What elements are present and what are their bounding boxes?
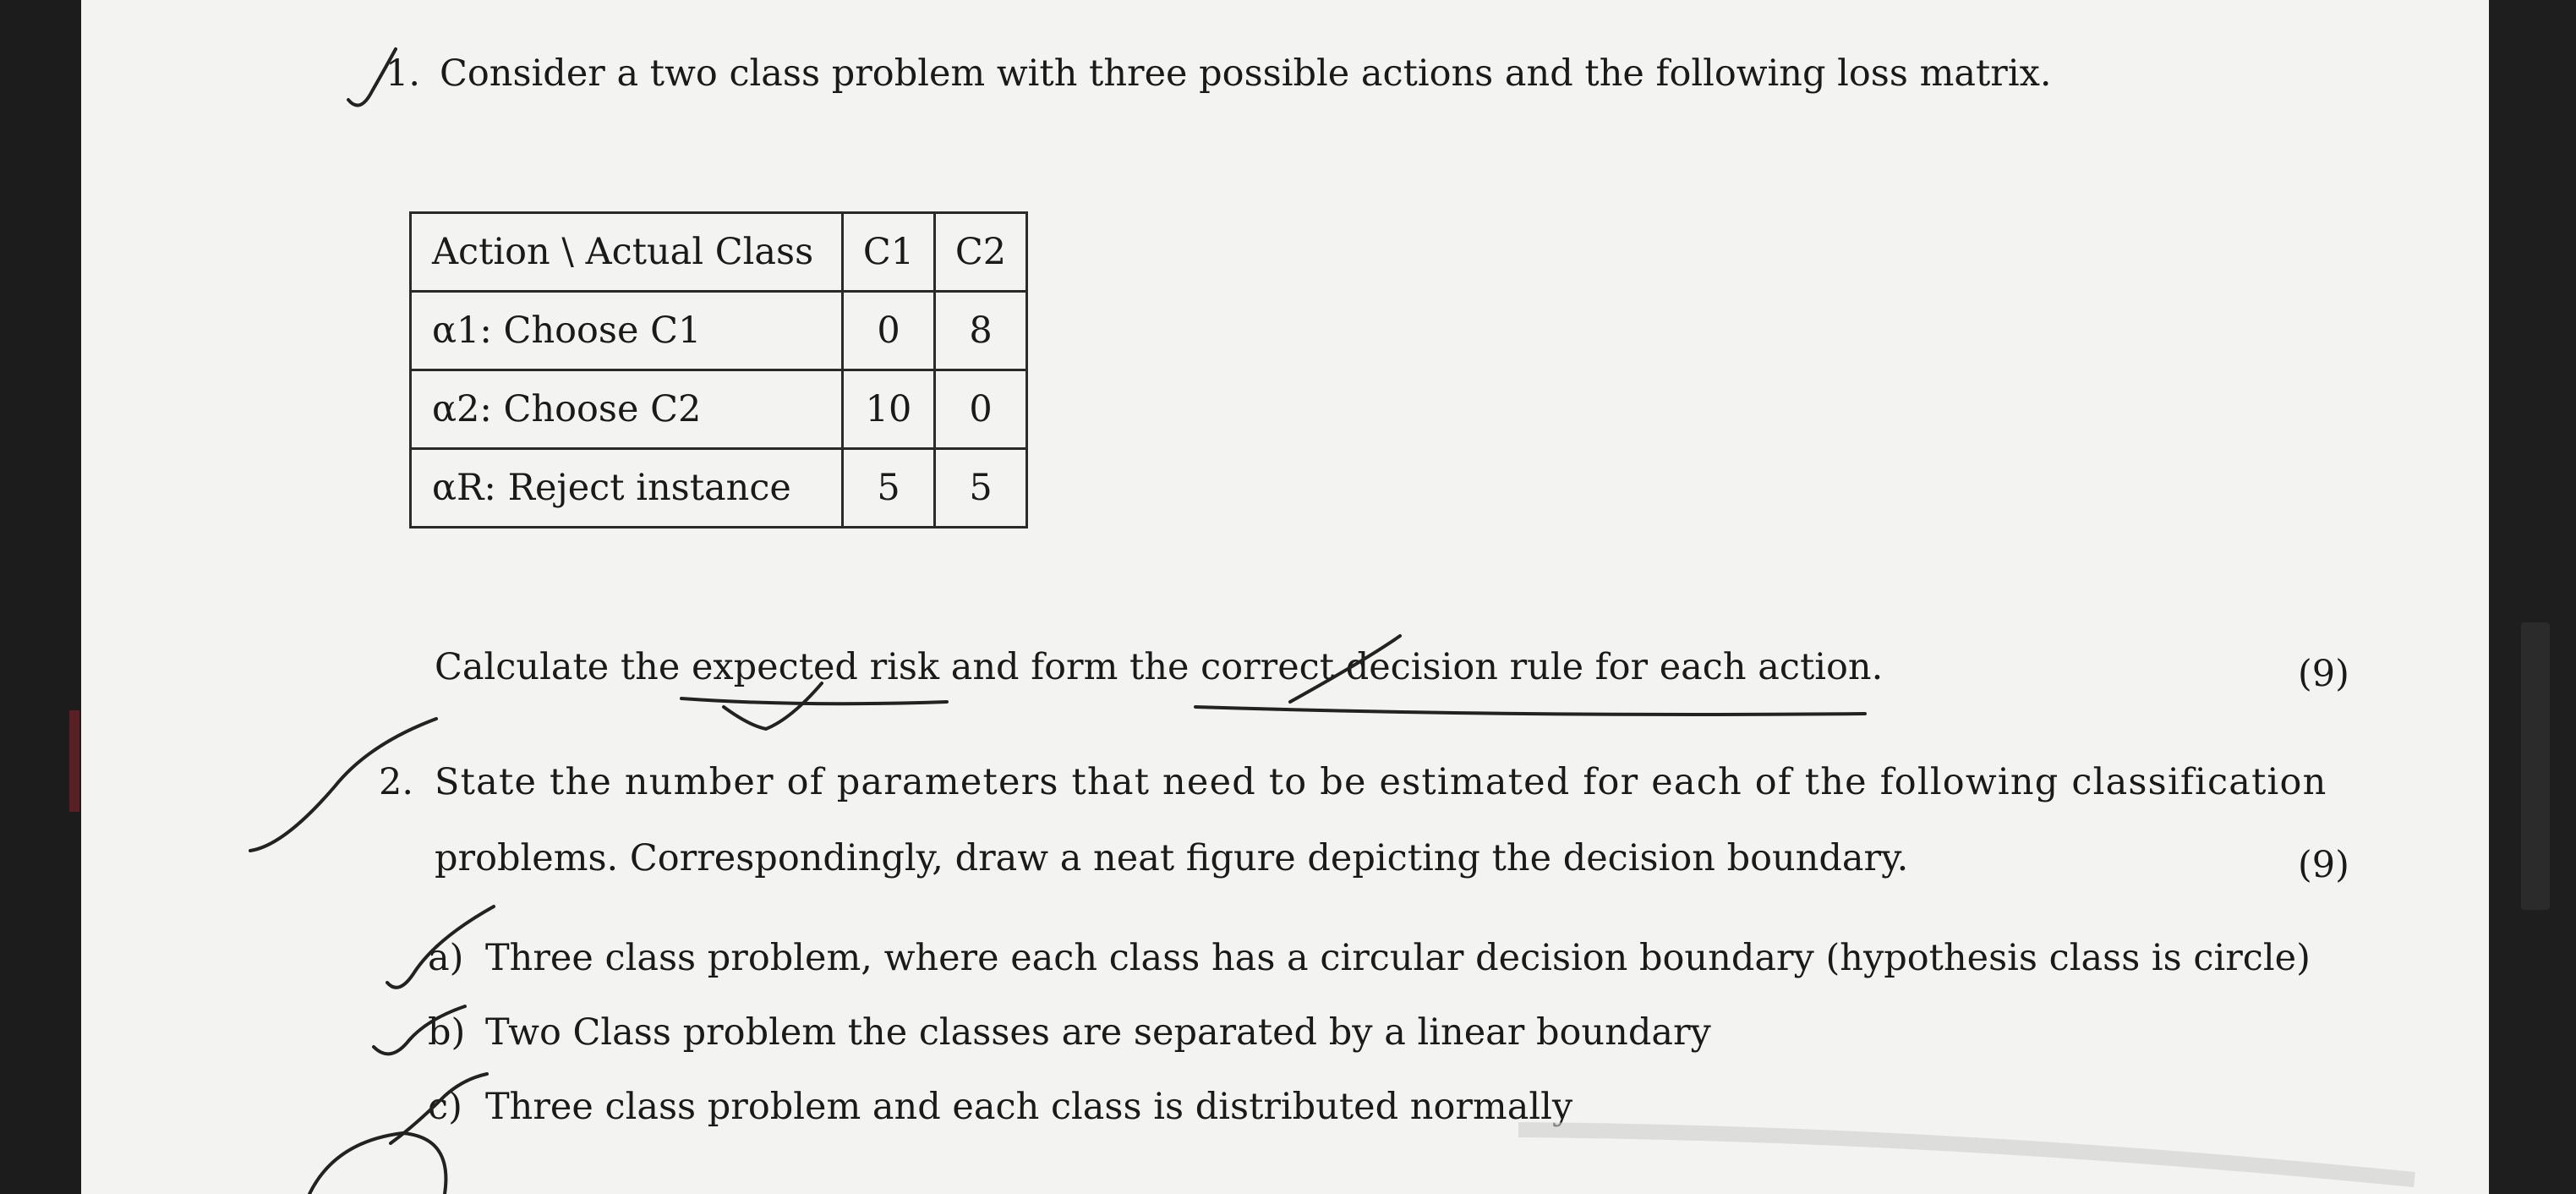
action-cell: αR: Reject instance	[411, 449, 843, 528]
loss-cell: 5	[935, 449, 1027, 528]
loss-cell: 5	[843, 449, 935, 528]
question-2-line-1: State the number of parameters that need to be estimated for each of the following classification	[435, 761, 2327, 803]
loss-cell: 10	[843, 370, 935, 449]
underline-decision-rule	[1195, 707, 1865, 715]
slash-correct	[1290, 636, 1400, 702]
check-mark-q1	[348, 49, 396, 106]
loss-cell: 0	[843, 292, 935, 370]
circle-scribble	[309, 1133, 446, 1194]
action-cell: α2: Choose C2	[411, 370, 843, 449]
part-b-label: b)	[428, 1011, 466, 1054]
part-b-text: Two Class problem the classes are separated by a linear boundary	[485, 1011, 1711, 1054]
check-mark-q2	[250, 719, 436, 851]
question-1-marks: (9)	[2298, 653, 2349, 695]
question-1-number: 1.	[386, 52, 421, 95]
check-mark-risk	[724, 683, 822, 729]
question-1-task: Calculate the expected risk and form the correct decision rule for each action.	[435, 646, 1884, 688]
loss-cell: 0	[935, 370, 1027, 449]
part-c-label: c)	[428, 1086, 462, 1128]
check-mark-part-b	[374, 1006, 465, 1054]
pen-annotations	[81, 0, 2489, 1194]
table-header-cell: C1	[843, 213, 935, 292]
right-margin	[2489, 0, 2576, 1194]
action-cell: α1: Choose C1	[411, 292, 843, 370]
paper-crease	[1518, 1130, 2415, 1180]
table-header-cell: Action \ Actual Class	[411, 213, 843, 292]
underline-expected-risk	[681, 698, 947, 704]
question-2-marks: (9)	[2298, 844, 2349, 886]
part-c-text: Three class problem and each class is distributed normally	[485, 1086, 1573, 1128]
question-1-text: Consider a two class problem with three possible actions and the following loss matrix.	[440, 52, 2052, 95]
scrollbar-track[interactable]	[2521, 622, 2550, 910]
question-2-number: 2.	[379, 761, 414, 803]
question-2-line-2: problems. Correspondingly, draw a neat figure depicting the decision boundary.	[435, 837, 1909, 879]
check-mark-part-a	[387, 906, 494, 988]
loss-cell: 8	[935, 292, 1027, 370]
part-a-label: a)	[428, 937, 464, 979]
document-page	[81, 0, 2489, 1194]
left-edge-mark	[69, 710, 79, 812]
part-a-text: Three class problem, where each class has a circular decision boundary (hypothesis class is circle)	[485, 937, 2311, 979]
table-header-cell: C2	[935, 213, 1027, 292]
